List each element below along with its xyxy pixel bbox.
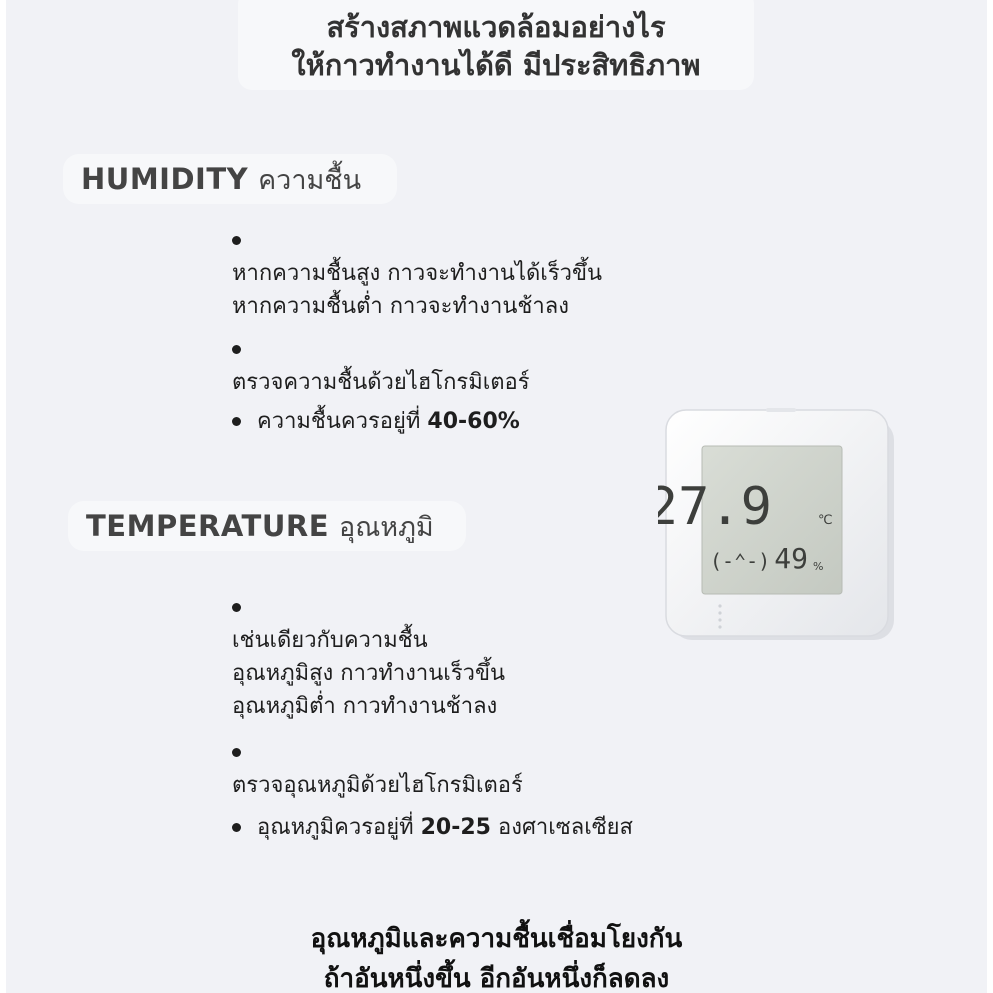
device-temperature: 27.9 <box>658 477 772 537</box>
footer-line-2: ถ้าอันหนึ่งขึ้น อีกอันหนึ่งก็ลดลง <box>323 964 670 993</box>
humidity-bullet-2 <box>232 333 530 399</box>
temperature-heading-th: อุณหภูมิ <box>339 511 434 543</box>
bullet-line: อุณหภูมิสูง กาวทำงานเร็วขึ้น <box>232 661 506 686</box>
bullet-line: หากความชื้นสูง กาวจะทำงานได้เร็วขึ้น <box>232 261 603 286</box>
temperature-heading-en: TEMPERATURE <box>86 509 330 543</box>
title-line-2: ให้กาวทำงานได้ดี มีประสิทธิภาพ <box>291 48 701 82</box>
temperature-range: 20-25 <box>420 815 491 840</box>
device-humidity: 49 <box>774 542 808 575</box>
infographic-page <box>6 0 987 993</box>
bullet-line: เช่นเดียวกับความชื้น <box>232 628 428 653</box>
device-humidity-unit: % <box>813 560 824 573</box>
bullet-text: ความชื้นควรอยู่ที่ <box>257 409 428 434</box>
bullet-line: ตรวจความชื้นด้วยไฮโกรมิเตอร์ <box>232 370 530 395</box>
device-temp-unit: ℃ <box>818 513 833 528</box>
humidity-bullet-1 <box>232 224 602 323</box>
bullet-text: อุณหภูมิควรอยู่ที่ <box>257 815 421 840</box>
title-card <box>238 0 754 90</box>
device-face: (-⌃-) <box>710 549 771 573</box>
footer-line-1: อุณหภูมิและความชื้นเชื่อมโยงกัน <box>310 924 683 954</box>
temperature-bullet-2 <box>232 736 523 802</box>
humidity-heading-en: HUMIDITY <box>81 162 249 196</box>
humidity-range: 40-60% <box>427 409 520 434</box>
bullet-line: อุณหภูมิต่ำ กาวทำงานช้าลง <box>232 694 498 719</box>
temperature-bullet-1 <box>232 591 505 723</box>
humidity-heading <box>63 154 397 204</box>
bullet-line: ตรวจอุณหภูมิด้วยไฮโกรมิเตอร์ <box>232 773 523 798</box>
bullet-line: หากความชื้นต่ำ กาวจะทำงานช้าลง <box>232 294 569 319</box>
title-line-1: สร้างสภาพแวดล้อมอย่างไร <box>326 10 666 44</box>
temperature-bullet-3 <box>232 811 633 844</box>
hygrometer-image <box>658 400 898 645</box>
temperature-heading <box>68 501 466 551</box>
humidity-bullet-3 <box>232 405 520 438</box>
bullet-text: องศาเซลเซียส <box>491 815 633 840</box>
humidity-heading-th: ความชื้น <box>258 164 362 196</box>
hygrometer-icon <box>658 400 898 645</box>
